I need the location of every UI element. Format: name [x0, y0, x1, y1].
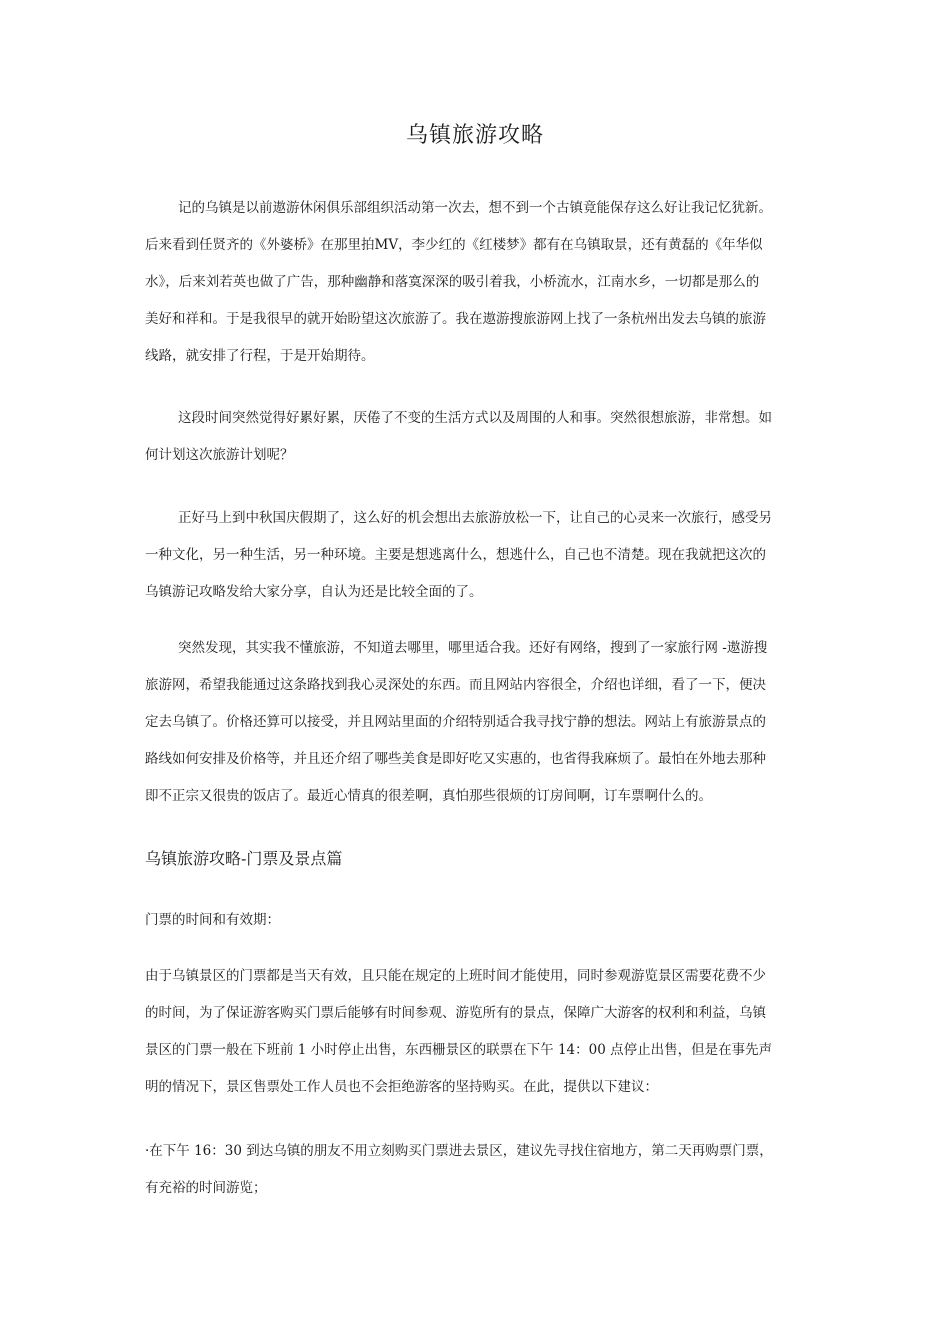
fourth-paragraph: [145, 630, 840, 815]
paragraph-line: 记的乌镇是以前遨游休闲俱乐部组织活动第一次去，想不到一个古镇竟能保存这么好让我记忆犹新。: [178, 200, 772, 216]
paragraph-line: 即不正宗又很贵的饭店了。最近心情真的很差啊，真怕那些很烦的订房间啊，订车票啊什么的。: [145, 788, 712, 804]
paragraph-line: 正好马上到中秋国庆假期了，这么好的机会想出去旅游放松一下，让自己的心灵来一次旅行，感受另: [178, 510, 772, 526]
bullet-line: ·在下午 16：30 到达乌镇的朋友不用立刻购买门票进去景区，建议先寻找住宿地方，第二天再购票门票，: [145, 1143, 773, 1159]
paragraph-line: 景区的门票一般在下班前 1 小时停止出售，东西栅景区的联票在下午 14：00 点停止出售，但是在事先声: [145, 1042, 773, 1058]
subheading: 门票的时间和有效期：: [145, 912, 280, 928]
document-title: 乌镇旅游攻略: [405, 123, 544, 148]
paragraph-line: 明的情况下，景区售票处工作人员也不会拒绝游客的坚持购买。在此，提供以下建议：: [145, 1079, 658, 1095]
intro-paragraph: [145, 190, 840, 375]
paragraph-line: 后来看到任贤齐的《外婆桥》在那里拍MV，李少红的《红楼梦》都有在乌镇取景，还有黄磊的《年华似: [145, 237, 763, 253]
section-heading: 乌镇旅游攻略-门票及景点篇: [145, 849, 343, 868]
paragraph-line: 美好和祥和。于是我很早的就开始盼望这次旅游了。我在遨游搜旅游网上找了一条杭州出发去乌镇的旅游: [145, 311, 766, 327]
paragraph-line: 线路，就安排了行程，于是开始期待。: [145, 348, 375, 364]
paragraph-line: 这段时间突然觉得好累好累，厌倦了不变的生活方式以及周围的人和事。突然很想旅游，非常想。如: [178, 410, 772, 426]
paragraph-line: 由于乌镇景区的门票都是当天有效，且只能在规定的上班时间才能使用，同时参观游览景区需要花费不少: [145, 968, 766, 984]
paragraph-line: 路线如何安排及价格等，并且还介绍了哪些美食是即好吃又实惠的，也省得我麻烦了。最怕在外地去那种: [145, 751, 766, 767]
bullet-paragraph: [145, 1133, 840, 1207]
paragraph-line: 何计划这次旅游计划呢？: [145, 447, 294, 463]
paragraph-line: 旅游网，希望我能通过这条路找到我心灵深处的东西。而且网站内容很全，介绍也详细，看了一下，便决: [145, 677, 766, 693]
ticket-paragraph: [145, 958, 840, 1106]
paragraph-line: 水》，后来刘若英也做了广告，那种幽静和落寞深深的吸引着我，小桥流水，江南水乡，一切都是那么的: [145, 274, 760, 290]
bullet-line: 有充裕的时间游览；: [145, 1180, 267, 1196]
paragraph-line: 突然发现，其实我不懂旅游，不知道去哪里，哪里适合我。还好有网络，搜到了一家旅行网 -遨游搜: [178, 640, 768, 656]
paragraph-line: 的时间，为了保证游客购买门票后能够有时间参观、游览所有的景点，保障广大游客的权利和利益，乌镇: [145, 1005, 766, 1021]
paragraph-line: 乌镇游记攻略发给大家分享，自认为还是比较全面的了。: [145, 584, 483, 600]
paragraph-line: 一种文化，另一种生活，另一种环境。主要是想逃离什么，想逃什么，自己也不清楚。现在我就把这次的: [145, 547, 766, 563]
paragraph-line: 定去乌镇了。价格还算可以接受，并且网站里面的介绍特别适合我寻找宁静的想法。网站上有旅游景点的: [145, 714, 766, 730]
third-paragraph: [145, 500, 840, 611]
second-paragraph: [145, 400, 840, 474]
